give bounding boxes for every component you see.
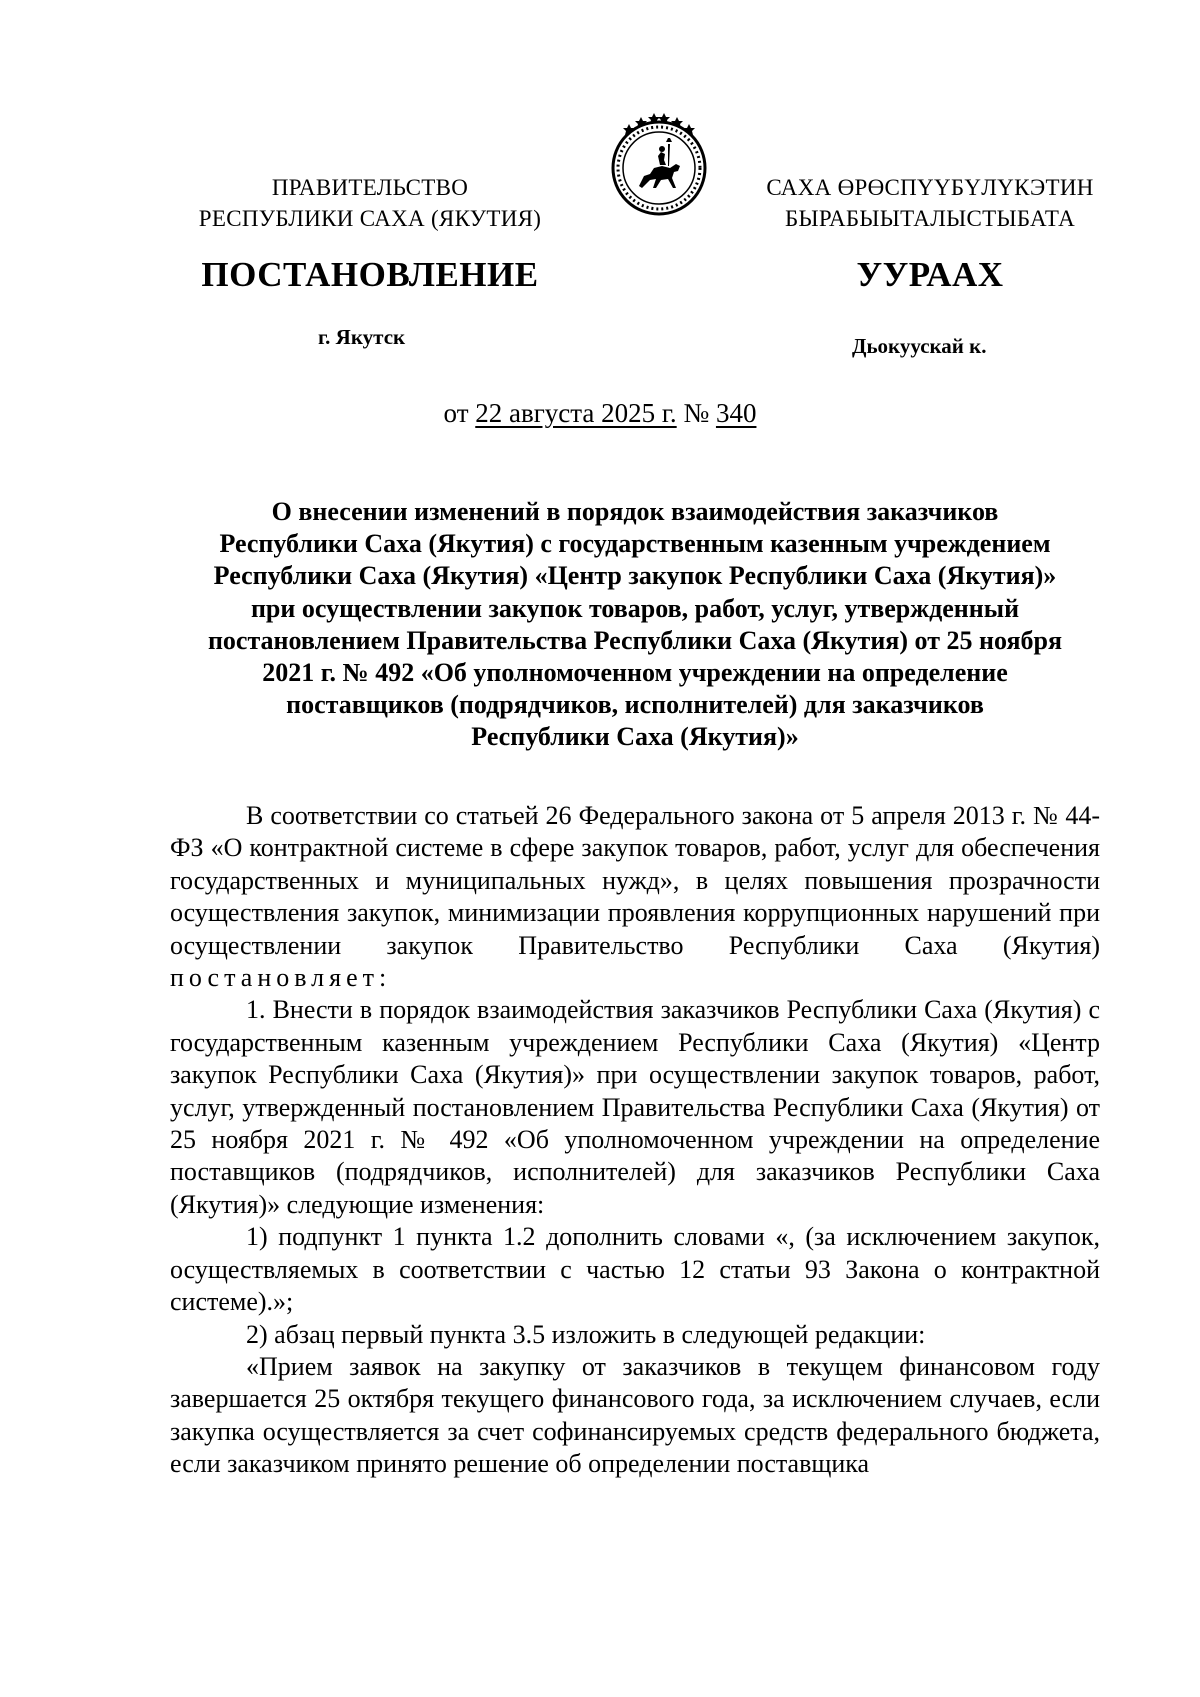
org-name-sah-line1: САХА ӨРӨСПҮҮБҮЛҮКЭТИН xyxy=(766,175,1094,200)
number-sign: № xyxy=(683,398,710,428)
item-1-paragraph: 1. Внести в порядок взаимодействия заказчиков Республики Саха (Якутия) с государственным казенным учреждением Республики Саха (Якутия) «Центр закупок Республики Саха (Якутия)» при осуществлении закупок товаров, работ, услуг, утвержденный постановлением Правительства Республики Саха (Якутия) от 25 ноября 2021 г. № 492 «Об уполномоченном учреждении на определение поставщиков (подрядчиков, исполнителей) для заказчиков Республики Саха (Якутия)» следующие изменения: xyxy=(170,995,1100,1219)
quoted-paragraph: «Прием заявок на закупку от заказчиков в текущем финансовом году завершается 25 октября текущего финансового года, за исключением случаев, если закупка осуществляется за счет софинансируемых средств федерального бюджета, если заказчиком принято решение об определении поставщика xyxy=(170,1351,1100,1479)
title-line: Республики Саха (Якутия) «Центр закупок Республики Саха (Якутия)» xyxy=(213,561,1057,591)
document-body xyxy=(170,800,1100,1481)
title-line: 2021 г. № 492 «Об уполномоченном учреждении на определение xyxy=(262,658,1008,688)
subitem-1-paragraph: 1) подпункт 1 пункта 1.2 дополнить словами «, (за исключением закупок, осуществляемых в соответствии с частью 12 статьи 93 Закона о контрактной системе).»; xyxy=(170,1222,1100,1317)
date-line xyxy=(0,398,1200,429)
preamble-paragraph xyxy=(170,800,1100,994)
title-line: Республики Саха (Якутия)» xyxy=(471,722,799,752)
sakha-coat-of-arms-icon xyxy=(606,108,712,218)
org-name-sah-line2: БЫРАБЫЫТАЛЫСТЫБАТА xyxy=(784,206,1076,231)
org-name-ru xyxy=(170,172,570,234)
city-ru: г. Якутск xyxy=(318,325,406,349)
doc-type-ru: ПОСТАНОВЛЕНИЕ xyxy=(201,255,539,294)
doc-type-sah: УУРААХ xyxy=(856,255,1004,294)
title-line: поставщиков (подрядчиков, исполнителей) для заказчиков xyxy=(286,690,984,720)
title-line: постановлением Правительства Республики Саха (Якутия) от 25 ноября xyxy=(207,625,1063,655)
subitem-2-paragraph: 2) абзац первый пункта 3.5 изложить в следующей редакции: xyxy=(246,1319,926,1349)
title-line: при осуществлении закупок товаров, работ, услуг, утвержденный xyxy=(250,593,1020,623)
title-line: О внесении изменений в порядок взаимодействия заказчиков xyxy=(271,497,999,526)
document-title xyxy=(170,496,1100,754)
org-name-ru-line1: ПРАВИТЕЛЬСТВО xyxy=(271,175,469,200)
document-date: 22 августа 2025 г. xyxy=(475,398,677,428)
title-line: Республики Саха (Якутия) с государственным казенным учреждением xyxy=(219,529,1051,559)
preamble-text: В соответствии со статьей 26 Федерального закона от 5 апреля 2013 г. № 44-ФЗ «О контрактной системе в сфере закупок товаров, работ, услуг для обеспечения государственных и муниципальных нужд», в целях повышения прозрачности осуществления закупок, минимизации проявления коррупционных нарушений при осуществлении закупок Правительство Республики Саха (Якутия) xyxy=(170,801,1100,960)
org-name-sah xyxy=(720,172,1140,234)
date-prefix: от xyxy=(443,398,469,428)
decree-word: постановляет: xyxy=(170,963,392,993)
org-name-ru-line2: РЕСПУБЛИКИ САХА (ЯКУТИЯ) xyxy=(198,206,542,231)
city-sah: Дьокуускай к. xyxy=(852,334,987,358)
document-number: 340 xyxy=(715,398,757,428)
